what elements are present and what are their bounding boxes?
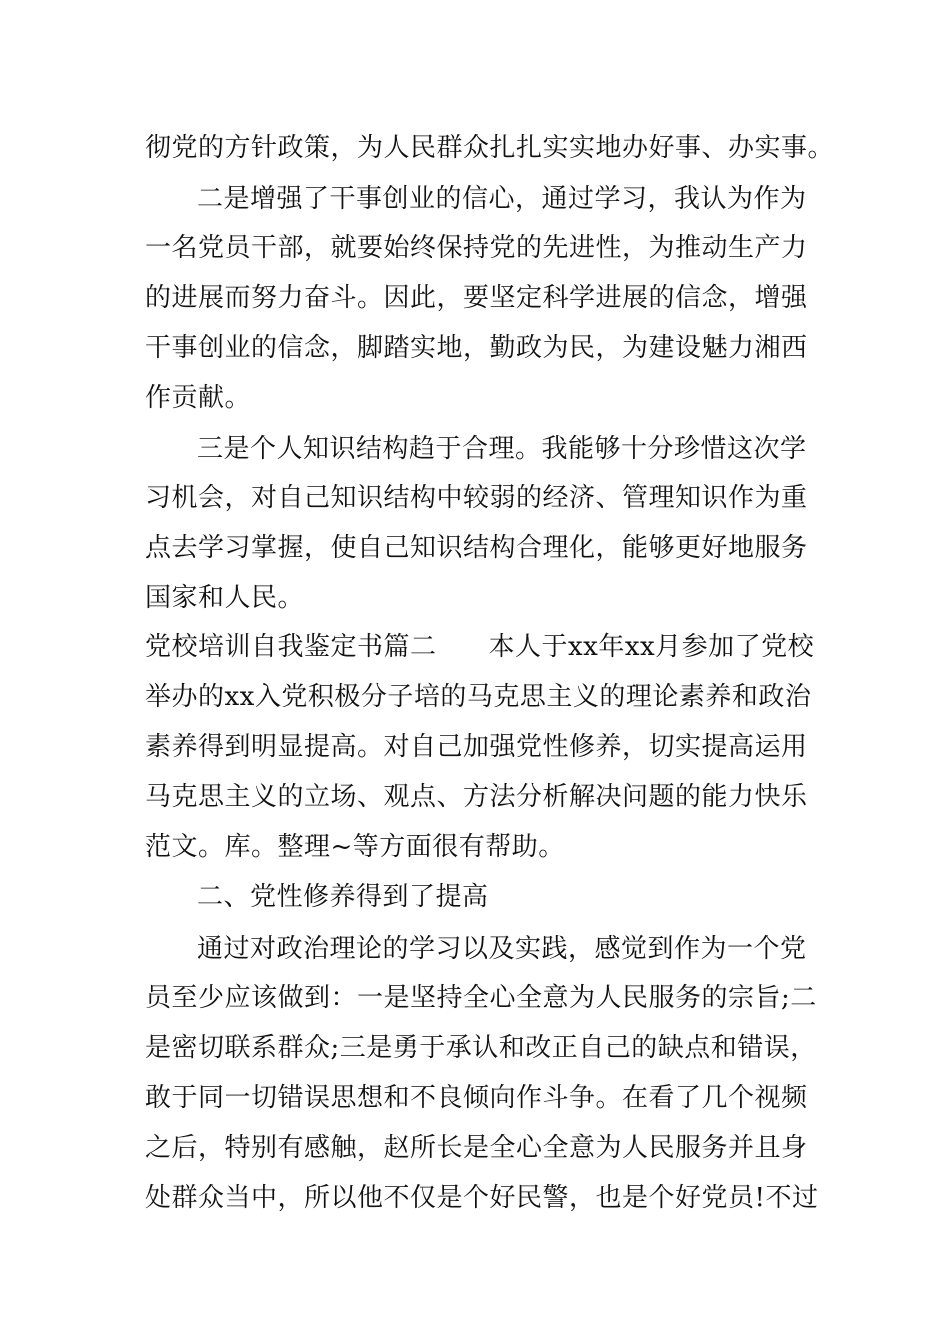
paragraph-line: 通过对政治理论的学习以及实践，感觉到作为一个党 bbox=[197, 934, 807, 964]
paragraph-line: 范文。库。整理~等方面很有帮助。 bbox=[145, 832, 565, 862]
paragraph-start: 本人于xx年xx月参加了党校 bbox=[488, 632, 815, 662]
section-title-line bbox=[145, 627, 815, 667]
paragraph-line: 二是增强了干事创业的信心，通过学习，我认为作为 bbox=[197, 184, 807, 214]
paragraph-line: 马克思主义的立场、观点、方法分析解决问题的能力快乐 bbox=[145, 782, 808, 812]
paragraph-line: 之后，特别有感触，赵所长是全心全意为人民服务并且身 bbox=[145, 1133, 808, 1163]
paragraph-line: 敢于同一切错误思想和不良倾向作斗争。在看了几个视频 bbox=[145, 1083, 808, 1113]
paragraph-line: 干事创业的信念，脚踏实地，勤政为民，为建设魅力湘西 bbox=[145, 333, 808, 363]
paragraph-line: 习机会，对自己知识结构中较弱的经济、管理知识作为重 bbox=[145, 483, 808, 513]
paragraph-line: 举办的xx入党积极分子培的马克思主义的理论素养和政治 bbox=[145, 682, 812, 712]
paragraph-line: 员至少应该做到：一是坚持全心全意为人民服务的宗旨;二 bbox=[145, 983, 817, 1013]
paragraph-line: 的进展而努力奋斗。因此，要坚定科学进展的信念，增强 bbox=[145, 283, 808, 313]
paragraph-line: 彻党的方针政策，为人民群众扎扎实实地办好事、办实事。 bbox=[145, 133, 835, 163]
paragraph-line: 国家和人民。 bbox=[145, 583, 305, 613]
subheading: 二、党性修养得到了提高 bbox=[197, 882, 489, 912]
paragraph-line: 素养得到明显提高。对自己加强党性修养，切实提高运用 bbox=[145, 732, 808, 762]
section-title: 党校培训自我鉴定书篇二 bbox=[145, 632, 437, 662]
paragraph-line: 作贡献。 bbox=[145, 383, 252, 413]
paragraph-line: 点去学习掌握，使自己知识结构合理化，能够更好地服务 bbox=[145, 533, 808, 563]
paragraph-line: 处群众当中，所以他不仅是个好民警，也是个好党员!不过 bbox=[145, 1183, 819, 1213]
paragraph-line: 是密切联系群众;三是勇于承认和改正自己的缺点和错误， bbox=[145, 1033, 817, 1063]
paragraph-line: 三是个人知识结构趋于合理。我能够十分珍惜这次学 bbox=[197, 434, 807, 464]
paragraph-line: 一名党员干部，就要始终保持党的先进性，为推动生产力 bbox=[145, 233, 808, 263]
